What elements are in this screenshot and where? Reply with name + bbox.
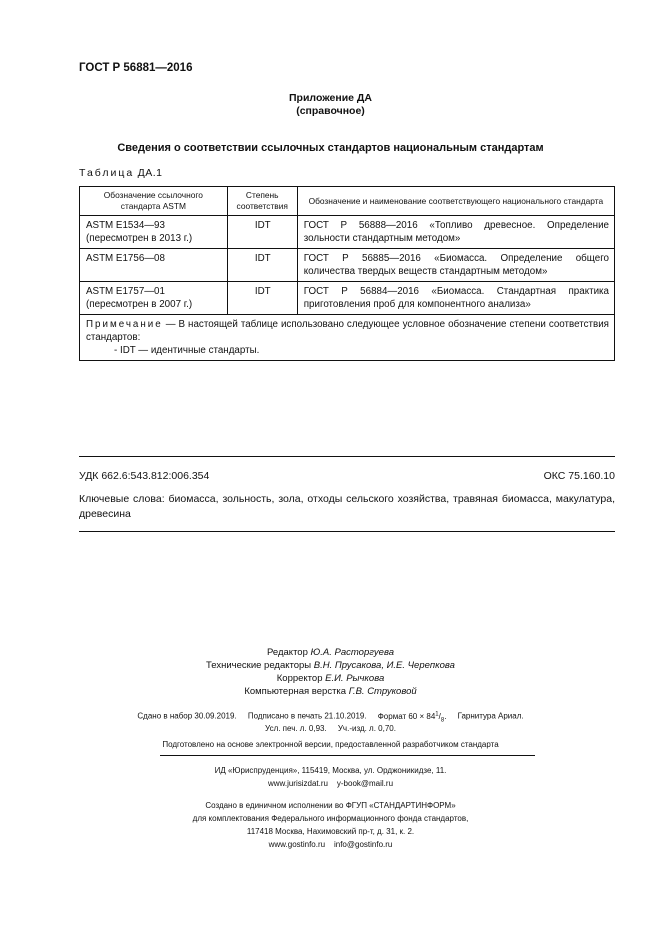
table-row [80, 216, 615, 249]
udk-code: УДК 662.6:543.812:006.354 [79, 470, 210, 482]
publisher-line: ИД «Юриспруденция», 115419, Москва, ул. Орджоникидзе, 11. [214, 766, 447, 775]
credit-label: Редактор [266, 647, 308, 658]
appendix-subtitle: (справочное) [296, 105, 365, 117]
credit-label: Корректор [276, 673, 323, 684]
print-format: Формат $60 \times 84^1/_8$. [377, 711, 447, 724]
cell-astm [80, 282, 228, 315]
divider-bottom [79, 531, 615, 532]
credit-layout [0, 685, 661, 698]
print-format-dot: . [444, 711, 447, 721]
print-sign-date: Подписано в печать 21.10.2019. [247, 711, 367, 721]
keywords: Ключевые слова: биомасса, зольность, зола, отходы сельского хозяйства, травяная биомасса, макулатура, древесина [79, 493, 615, 520]
print-font: Гарнитура Ариал. [457, 711, 524, 721]
note-text-line [86, 318, 609, 344]
astm-code: ASTM E1756—08 [86, 253, 165, 264]
printer-site[interactable]: www.gostinfo.ru [268, 840, 326, 849]
table-note-row [80, 315, 615, 361]
header-national: Обозначение и наименование соответствующего национального стандарта [297, 187, 614, 216]
print-pub-sheets: Уч.-изд. л. 0,70. [337, 724, 396, 733]
astm-note: (пересмотрен в 2007 г.) [86, 299, 193, 310]
cell-astm [80, 249, 228, 282]
printer-line-1: Создано в единичном исполнении во ФГУП «СТАНДАРТИНФОРМ» [205, 801, 456, 810]
credit-tech [0, 659, 661, 672]
divider-top [79, 456, 615, 457]
credit-person: Ю.А. Расторгуева [310, 647, 394, 658]
credit-label: Технические редакторы [206, 660, 312, 671]
print-line-2 [0, 722, 661, 735]
oks-code: ОКС 75.160.10 [543, 470, 615, 482]
credit-editor [0, 646, 661, 659]
printer-line-2: для комплектования Федерального информационного фонда стандартов, [192, 814, 469, 823]
print-format-den: 8 [440, 717, 445, 724]
note-text: — В настоящей таблице использовано следующее условное обозначение степени соответствия стандартов: [86, 319, 609, 343]
cell-degree: IDT [227, 249, 297, 282]
astm-code: ASTM E1534—93 [86, 220, 165, 231]
print-line-3: Подготовлено на основе электронной версии, предоставленной разработчиком стандарта [162, 740, 499, 749]
cell-astm [80, 216, 228, 249]
table-header-row [80, 187, 615, 216]
header-degree: Степень соответствия [227, 187, 297, 216]
publisher-site[interactable]: www.jurisizdat.ru [267, 779, 328, 788]
astm-code: ASTM E1757—01 [86, 286, 165, 297]
print-format-text: Формат 60 × 84 [377, 711, 436, 721]
cell-degree: IDT [227, 282, 297, 315]
header-astm: Обозначение ссылочного стандарта ASTM [80, 187, 228, 216]
credit-label: Компьютерная верстка [244, 686, 347, 697]
table-row [80, 282, 615, 315]
publisher-contacts [0, 777, 661, 790]
print-format-num: 1 [435, 711, 439, 717]
divider-print [160, 755, 535, 756]
credit-corrector [0, 672, 661, 685]
note-item: - IDT — идентичные стандарты. [114, 345, 260, 356]
print-sheets: Усл. печ. л. 0,93. [265, 724, 327, 733]
credits-block [0, 646, 661, 698]
print-typeset-date: Сдано в набор 30.09.2019. [137, 711, 237, 721]
correspondence-table [79, 186, 615, 361]
appendix-title: Приложение ДА [289, 92, 372, 104]
credit-person: Г.В. Струковой [348, 686, 417, 697]
printer-email[interactable]: info@gostinfo.ru [333, 840, 393, 849]
table-label [79, 167, 162, 179]
credit-person: В.Н. Прусакова, И.Е. Черепкова [313, 660, 455, 671]
printer-line-3: 117418 Москва, Нахимовский пр-т, д. 31, к. 2. [246, 827, 415, 836]
table-note [80, 315, 615, 361]
table-label-number: ДА.1 [137, 167, 163, 179]
credit-person: Е.И. Рычкова [325, 673, 385, 684]
document-code: ГОСТ Р 56881—2016 [79, 62, 193, 74]
cell-national: ГОСТ Р 56884—2016 «Биомасса. Стандартная практика приготовления проб для компонентного анализа» [297, 282, 614, 315]
table-row [80, 249, 615, 282]
cell-degree: IDT [227, 216, 297, 249]
printer-contacts [0, 838, 661, 851]
note-head: Примечание [86, 319, 163, 330]
cell-national: ГОСТ Р 56885—2016 «Биомасса. Определение общего количества твердых веществ стандартным методом» [297, 249, 614, 282]
table-label-word: Таблица [79, 167, 135, 179]
astm-note: (пересмотрен в 2013 г.) [86, 233, 193, 244]
cell-national: ГОСТ Р 56888—2016 «Топливо древесное. Определение зольности стандартным методом» [297, 216, 614, 249]
publisher-email[interactable]: y-book@mail.ru [336, 779, 394, 788]
section-title: Сведения о соответствии ссылочных стандартов национальным стандартам [117, 142, 544, 154]
